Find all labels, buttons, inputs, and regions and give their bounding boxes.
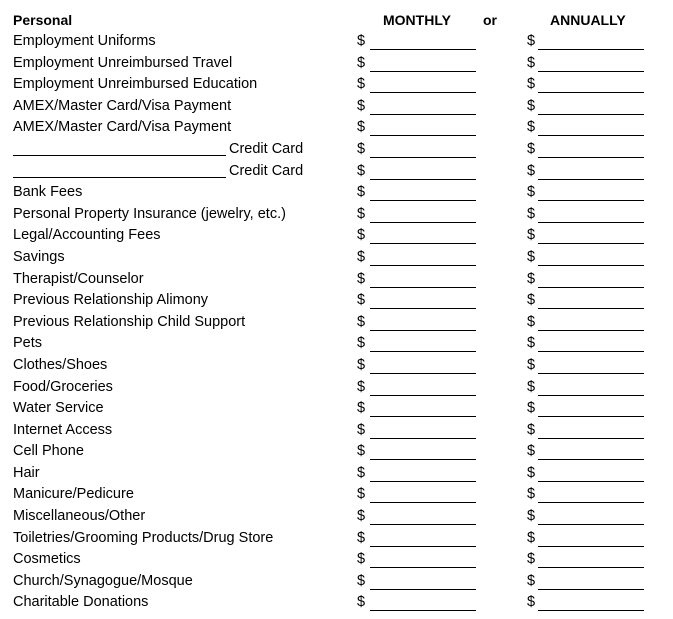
annually-column-header: ANNUALLY — [550, 12, 626, 28]
annual-dollar-sign: $ — [527, 572, 536, 589]
monthly-dollar-sign: $ — [357, 162, 366, 179]
expense-label: Bank Fees — [13, 184, 83, 201]
annual-dollar-sign: $ — [527, 443, 536, 460]
expense-row — [0, 96, 673, 118]
monthly-amount-field[interactable] — [370, 200, 476, 201]
expense-label: Pets — [13, 335, 43, 352]
expense-row — [0, 31, 673, 53]
expense-label: Manicure/Pedicure — [13, 486, 134, 503]
monthly-amount-field[interactable] — [370, 287, 476, 288]
expense-row — [0, 247, 673, 269]
monthly-column-header: MONTHLY — [383, 12, 451, 28]
expense-label: Cell Phone — [13, 443, 84, 460]
or-separator: or — [483, 12, 497, 28]
expense-row — [0, 74, 673, 96]
annual-dollar-sign: $ — [527, 119, 536, 136]
expense-label: Savings — [13, 248, 65, 265]
expense-label: Clothes/Shoes — [13, 356, 108, 373]
monthly-amount-field[interactable] — [370, 459, 476, 460]
annual-amount-field[interactable] — [538, 92, 644, 93]
monthly-dollar-sign: $ — [357, 551, 366, 568]
annual-amount-field[interactable] — [538, 49, 644, 50]
monthly-amount-field[interactable] — [370, 610, 476, 611]
expense-row — [0, 161, 673, 183]
expense-label: Legal/Accounting Fees — [13, 227, 161, 244]
monthly-dollar-sign: $ — [357, 400, 366, 417]
monthly-dollar-sign: $ — [357, 594, 366, 611]
expense-row — [0, 225, 673, 247]
expense-label: Church/Synagogue/Mosque — [13, 572, 193, 589]
annual-dollar-sign: $ — [527, 162, 536, 179]
annual-dollar-sign: $ — [527, 270, 536, 287]
expense-label: Personal Property Insurance (jewelry, etc.) — [13, 205, 286, 222]
annual-amount-field[interactable] — [538, 351, 644, 352]
annual-dollar-sign: $ — [527, 378, 536, 395]
monthly-amount-field[interactable] — [370, 589, 476, 590]
annual-dollar-sign: $ — [527, 227, 536, 244]
expense-label: Previous Relationship Child Support — [13, 313, 246, 330]
expense-label: Food/Groceries — [13, 378, 113, 395]
expense-row — [0, 182, 673, 204]
expense-row — [0, 117, 673, 139]
expense-row — [0, 333, 673, 355]
annual-amount-field[interactable] — [538, 373, 644, 374]
annual-amount-field[interactable] — [538, 546, 644, 547]
expense-label: Employment Unreimbursed Travel — [13, 54, 233, 71]
monthly-amount-field[interactable] — [370, 265, 476, 266]
annual-dollar-sign: $ — [527, 335, 536, 352]
monthly-amount-field[interactable] — [370, 49, 476, 50]
expense-row — [0, 53, 673, 75]
expense-label: Cosmetics — [13, 551, 81, 568]
annual-amount-field[interactable] — [538, 135, 644, 136]
monthly-dollar-sign: $ — [357, 378, 366, 395]
annual-dollar-sign: $ — [527, 508, 536, 525]
annual-amount-field[interactable] — [538, 114, 644, 115]
monthly-dollar-sign: $ — [357, 313, 366, 330]
annual-dollar-sign: $ — [527, 76, 536, 93]
monthly-amount-field[interactable] — [370, 157, 476, 158]
annual-amount-field[interactable] — [538, 438, 644, 439]
annual-amount-field[interactable] — [538, 481, 644, 482]
annual-amount-field[interactable] — [538, 71, 644, 72]
annual-dollar-sign: $ — [527, 486, 536, 503]
monthly-amount-field[interactable] — [370, 330, 476, 331]
monthly-amount-field[interactable] — [370, 395, 476, 396]
annual-dollar-sign: $ — [527, 140, 536, 157]
monthly-dollar-sign: $ — [357, 335, 366, 352]
expense-row — [0, 506, 673, 528]
monthly-dollar-sign: $ — [357, 508, 366, 525]
section-heading: Personal — [13, 12, 73, 28]
expense-label: Miscellaneous/Other — [13, 508, 146, 525]
annual-dollar-sign: $ — [527, 594, 536, 611]
credit-card-name-blank[interactable] — [13, 177, 226, 178]
expense-row — [0, 204, 673, 226]
expense-label: Water Service — [13, 400, 104, 417]
monthly-amount-field[interactable] — [370, 308, 476, 309]
monthly-dollar-sign: $ — [357, 184, 366, 201]
expense-row — [0, 290, 673, 312]
annual-amount-field[interactable] — [538, 200, 644, 201]
annual-dollar-sign: $ — [527, 529, 536, 546]
monthly-dollar-sign: $ — [357, 270, 366, 287]
monthly-dollar-sign: $ — [357, 486, 366, 503]
expense-row — [0, 377, 673, 399]
monthly-amount-field[interactable] — [370, 114, 476, 115]
expense-label: Previous Relationship Alimony — [13, 292, 209, 309]
expense-row — [0, 269, 673, 291]
expense-label: Employment Unreimbursed Education — [13, 76, 258, 93]
expense-label: Internet Access — [13, 421, 113, 438]
expense-row — [0, 441, 673, 463]
expense-row — [0, 398, 673, 420]
annual-amount-field[interactable] — [538, 395, 644, 396]
monthly-amount-field[interactable] — [370, 179, 476, 180]
monthly-dollar-sign: $ — [357, 292, 366, 309]
monthly-amount-field[interactable] — [370, 416, 476, 417]
annual-dollar-sign: $ — [527, 421, 536, 438]
monthly-amount-field[interactable] — [370, 222, 476, 223]
monthly-dollar-sign: $ — [357, 421, 366, 438]
annual-dollar-sign: $ — [527, 184, 536, 201]
annual-dollar-sign: $ — [527, 464, 536, 481]
monthly-dollar-sign: $ — [357, 97, 366, 114]
annual-amount-field[interactable] — [538, 179, 644, 180]
annual-amount-field[interactable] — [538, 157, 644, 158]
expense-row — [0, 571, 673, 593]
monthly-amount-field[interactable] — [370, 92, 476, 93]
expense-label: Therapist/Counselor — [13, 270, 144, 287]
annual-amount-field[interactable] — [538, 308, 644, 309]
expense-label: AMEX/Master Card/Visa Payment — [13, 119, 232, 136]
monthly-amount-field[interactable] — [370, 71, 476, 72]
annual-dollar-sign: $ — [527, 97, 536, 114]
monthly-dollar-sign: $ — [357, 140, 366, 157]
expense-label: AMEX/Master Card/Visa Payment — [13, 97, 232, 114]
monthly-amount-field[interactable] — [370, 438, 476, 439]
expense-label: Employment Uniforms — [13, 33, 156, 49]
expense-label: Credit Card — [229, 140, 304, 157]
monthly-dollar-sign: $ — [357, 76, 366, 93]
annual-amount-field[interactable] — [538, 416, 644, 417]
monthly-dollar-sign: $ — [357, 54, 366, 71]
credit-card-name-blank[interactable] — [13, 155, 226, 156]
monthly-amount-field[interactable] — [370, 373, 476, 374]
expense-row — [0, 528, 673, 550]
annual-dollar-sign: $ — [527, 551, 536, 568]
monthly-amount-field[interactable] — [370, 524, 476, 525]
annual-dollar-sign: $ — [527, 313, 536, 330]
expense-row — [0, 355, 673, 377]
monthly-dollar-sign: $ — [357, 464, 366, 481]
monthly-dollar-sign: $ — [357, 119, 366, 136]
annual-amount-field[interactable] — [538, 502, 644, 503]
annual-dollar-sign: $ — [527, 400, 536, 417]
monthly-dollar-sign: $ — [357, 248, 366, 265]
monthly-amount-field[interactable] — [370, 135, 476, 136]
annual-amount-field[interactable] — [538, 610, 644, 611]
annual-dollar-sign: $ — [527, 248, 536, 265]
annual-amount-field[interactable] — [538, 589, 644, 590]
annual-amount-field[interactable] — [538, 524, 644, 525]
expense-row — [0, 463, 673, 485]
annual-amount-field[interactable] — [538, 243, 644, 244]
expense-row — [0, 312, 673, 334]
annual-amount-field[interactable] — [538, 265, 644, 266]
annual-dollar-sign: $ — [527, 356, 536, 373]
monthly-dollar-sign: $ — [357, 205, 366, 222]
monthly-dollar-sign: $ — [357, 572, 366, 589]
monthly-amount-field[interactable] — [370, 481, 476, 482]
monthly-dollar-sign: $ — [357, 227, 366, 244]
expense-label: Credit Card — [229, 162, 304, 179]
annual-amount-field[interactable] — [538, 567, 644, 568]
annual-dollar-sign: $ — [527, 292, 536, 309]
expense-row — [0, 484, 673, 506]
expense-row — [0, 549, 673, 571]
annual-amount-field[interactable] — [538, 330, 644, 331]
annual-dollar-sign: $ — [527, 205, 536, 222]
monthly-dollar-sign: $ — [357, 356, 366, 373]
expense-label: Hair — [13, 464, 40, 481]
expense-rows — [0, 31, 673, 614]
monthly-amount-field[interactable] — [370, 243, 476, 244]
monthly-dollar-sign: $ — [357, 529, 366, 546]
monthly-amount-field[interactable] — [370, 546, 476, 547]
monthly-dollar-sign: $ — [357, 443, 366, 460]
annual-amount-field[interactable] — [538, 459, 644, 460]
expense-label: Toiletries/Grooming Products/Drug Store — [13, 529, 274, 546]
monthly-dollar-sign: $ — [357, 33, 366, 49]
expense-row — [0, 420, 673, 442]
annual-amount-field[interactable] — [538, 222, 644, 223]
expense-row — [0, 592, 673, 614]
monthly-amount-field[interactable] — [370, 502, 476, 503]
expense-label: Charitable Donations — [13, 594, 149, 611]
monthly-amount-field[interactable] — [370, 567, 476, 568]
monthly-amount-field[interactable] — [370, 351, 476, 352]
annual-dollar-sign: $ — [527, 33, 536, 49]
annual-dollar-sign: $ — [527, 54, 536, 71]
annual-amount-field[interactable] — [538, 287, 644, 288]
expense-row — [0, 139, 673, 161]
